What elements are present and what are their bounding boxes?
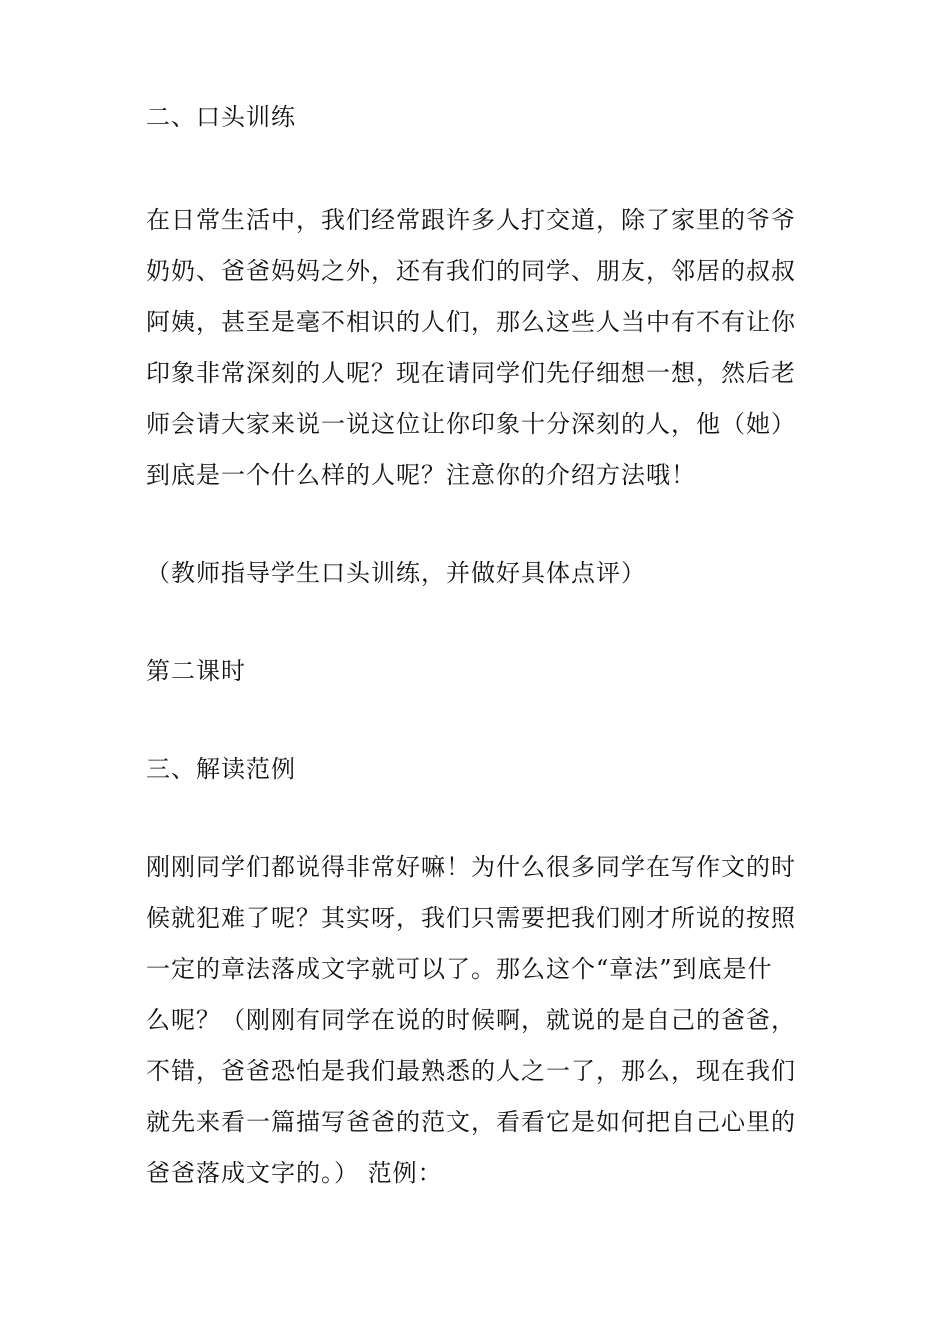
paragraph-line: 奶奶、爸爸妈妈之外，还有我们的同学、朋友，邻居的叔叔 (146, 257, 796, 285)
paragraph-line: 爸爸落成文字的。） 范例： (146, 1159, 443, 1187)
section-heading-oral-training: 二、口头训练 (146, 103, 296, 131)
paragraph-line: 到底是一个什么样的人呢？注意你的介绍方法哦！ (146, 461, 696, 489)
paragraph-line: 在日常生活中，我们经常跟许多人打交道，除了家里的爷爷 (146, 206, 796, 234)
paragraph-line: 阿姨，甚至是毫不相识的人们，那么这些人当中有不有让你 (146, 308, 796, 336)
teacher-note: （教师指导学生口头训练，并做好具体点评） (146, 559, 646, 587)
spacer (146, 143, 810, 195)
section-heading-reading-example: 三、解读范例 (146, 755, 296, 783)
spacer (146, 501, 810, 548)
paragraph-line: 师会请大家来说一说这位让你印象十分深刻的人，他（她） (146, 410, 796, 438)
spacer (146, 697, 810, 744)
paragraph-line: 一定的章法落成文字就可以了。那么这个“章法”到底是什 (146, 955, 773, 983)
spacer (146, 795, 810, 842)
spacer (146, 599, 810, 646)
paragraph-oral-training (146, 195, 810, 501)
paragraph-line: 印象非常深刻的人呢？现在请同学们先仔细想一想，然后老 (146, 359, 796, 387)
paragraph-line: 刚刚同学们都说得非常好嘛！为什么很多同学在写作文的时 (146, 853, 796, 881)
lesson-label: 第二课时 (146, 657, 246, 685)
paragraph-line: 么呢？（刚刚有同学在说的时候啊，就说的是自己的爸爸， (146, 1006, 796, 1034)
document-content (146, 92, 810, 1199)
paragraph-line: 候就犯难了呢？其实呀，我们只需要把我们刚才所说的按照 (146, 904, 796, 932)
paragraph-reading-example (146, 842, 810, 1199)
paragraph-line: 就先来看一篇描写爸爸的范文，看看它是如何把自己心里的 (146, 1108, 796, 1136)
paragraph-line: 不错，爸爸恐怕是我们最熟悉的人之一了，那么，现在我们 (146, 1057, 796, 1085)
